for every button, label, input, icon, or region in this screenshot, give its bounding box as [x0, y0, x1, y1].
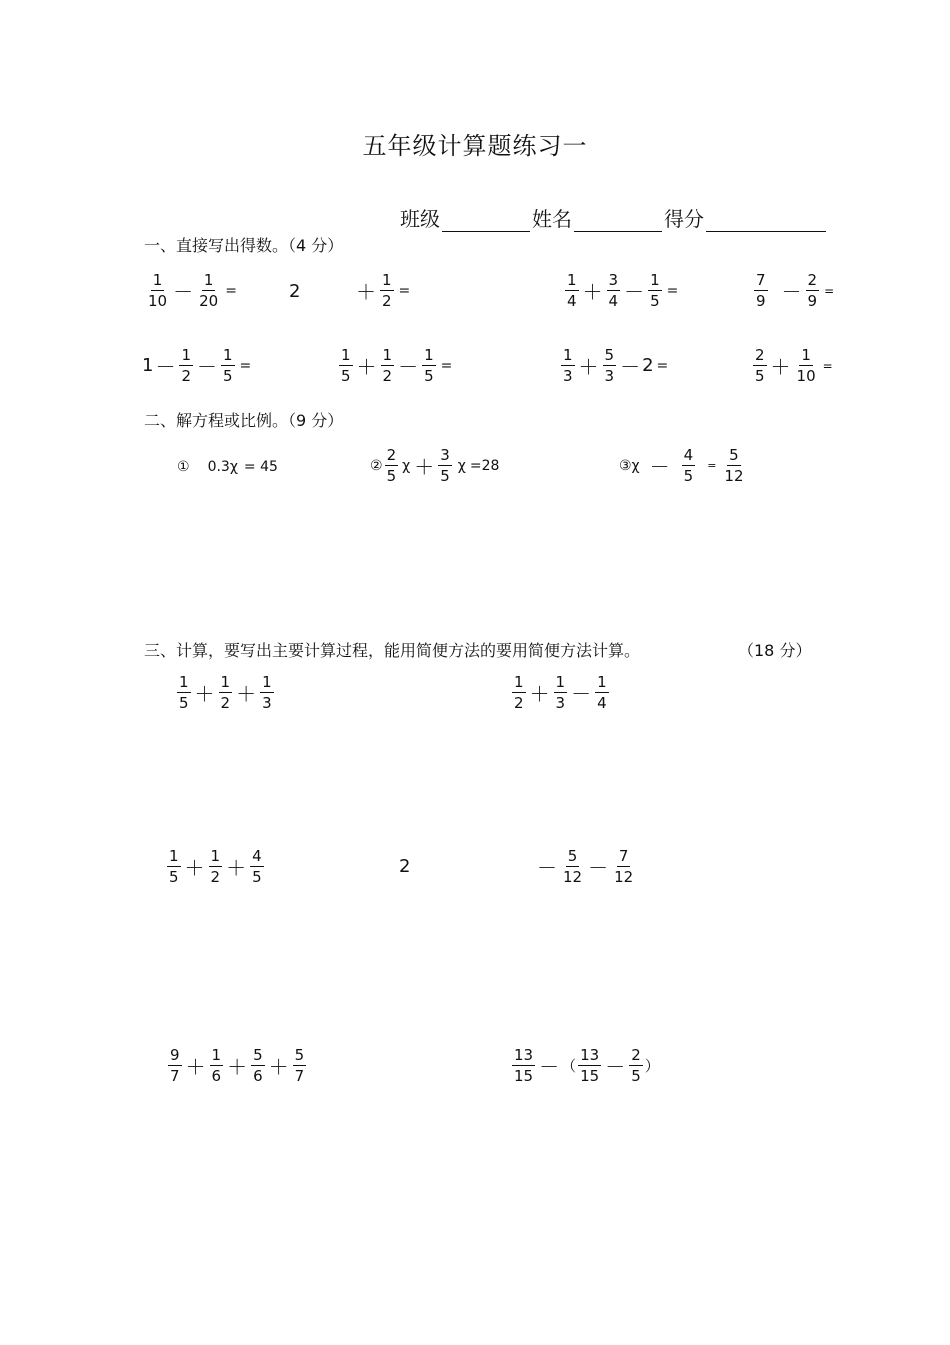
fraction: 9 7: [170, 1046, 180, 1085]
fraction: $\frac{4}{5}$: [683, 446, 694, 485]
q3-p7: 13 15 － （ 13 15 － 2 5 ）: [514, 1046, 660, 1085]
q2-eq2: ② 2 5 χ ＋ 3 5 χ =28: [370, 446, 500, 485]
q1-i: 2 5 ＋ $\frac{1}{10}$ =: [755, 346, 833, 385]
fraction: $\frac{1}{20}$: [199, 271, 219, 310]
fraction: 1 10: [148, 271, 168, 310]
fraction: 1 2: [220, 673, 231, 712]
q1-g: 1 5 ＋ 1 2 － $\frac{1}{5}$ =: [341, 346, 453, 385]
fraction: 1 2: [210, 847, 221, 886]
q1-c: ＋ $\frac{1}{2}$ =: [356, 271, 411, 310]
fraction: 1 4: [567, 271, 577, 310]
q3-p1: 1 5 ＋ 1 2 ＋ 1 3: [179, 673, 272, 712]
fraction: 2 5: [386, 446, 397, 485]
score-blank[interactable]: [706, 209, 826, 232]
q1-b-number: 2: [289, 281, 301, 302]
q1-d: 1 4 ＋ 3 4 － $\frac{1}{5}$ =: [567, 271, 679, 310]
fraction: 1 2: [181, 346, 191, 385]
fraction: 5 7: [294, 1046, 305, 1085]
fraction: 7 9: [756, 271, 766, 310]
fraction: 3 5: [440, 446, 450, 485]
fraction: 5 6: [253, 1046, 263, 1085]
class-blank[interactable]: [442, 209, 530, 232]
page-title: 五年级计算题练习一: [362, 132, 588, 160]
name-blank[interactable]: [574, 209, 662, 232]
q1-f: 1 － 1 2 － $\frac{1}{5}$ =: [142, 346, 252, 385]
q3-p6: 9 7 ＋ 1 6 ＋ 5 6 ＋ 5 7: [170, 1046, 305, 1085]
fraction: 7 12: [614, 847, 634, 886]
q3-p3: 1 5 ＋ 1 2 ＋ 4 5: [169, 847, 262, 886]
fraction: 1 4: [597, 673, 607, 712]
fraction: $\frac{1}{2}$: [382, 271, 392, 310]
q3-p2: 1 2 ＋ 1 3 － 1 4: [514, 673, 607, 712]
fraction: 2 5: [755, 346, 765, 385]
fraction: 1 2: [382, 346, 393, 385]
fraction: $\frac{1}{10}$: [796, 346, 816, 385]
fraction: 1 3: [262, 673, 272, 712]
section-3-heading: 三、计算，要写出主要计算过程，能用简便方法的要用简便方法计算。: [144, 641, 641, 660]
q3-p4-number: 2: [399, 856, 411, 877]
name-label: 姓名: [532, 207, 572, 231]
q2-eq3: ③χ － $\frac{4}{5}$ = $\frac{5}{12}$: [619, 446, 744, 485]
fraction: 1 5: [341, 346, 351, 385]
section-1-heading: 一、直接写出得数。（4 分）: [144, 236, 344, 255]
fraction: 13 15: [514, 1046, 534, 1085]
class-label: 班级: [400, 207, 440, 231]
fraction: 1 5: [169, 847, 179, 886]
fraction: $\frac{5}{12}$: [724, 446, 744, 485]
section-3-points: （18 分）: [738, 641, 812, 660]
score-label: 得分: [664, 207, 704, 231]
student-info: [400, 203, 828, 232]
q1-h: 1 3 ＋ 5 3 － 2 =: [563, 346, 669, 385]
fraction: 3 4: [608, 271, 619, 310]
fraction: 1 3: [563, 346, 573, 385]
fraction: 1 6: [211, 1046, 222, 1085]
fraction: 5 3: [604, 346, 615, 385]
section-2-heading: 二、解方程或比例。（9 分）: [144, 411, 344, 430]
fraction: 2 5: [631, 1046, 641, 1085]
fraction: 1 3: [555, 673, 566, 712]
fraction: 1 5: [179, 673, 189, 712]
fraction: 4 5: [252, 847, 262, 886]
q3-p5: － 5 12 － 7 12: [537, 847, 634, 886]
fraction: 5 12: [563, 847, 583, 886]
fraction: $\frac{1}{5}$: [650, 271, 660, 310]
fraction: $\frac{1}{5}$: [424, 346, 434, 385]
fraction: $\frac{2}{9}$: [807, 271, 818, 310]
q1-a: 1 10 － $\frac{1}{20}$ =: [148, 271, 237, 310]
q1-e: 7 9 － $\frac{2}{9}$ =: [756, 271, 835, 310]
fraction: $\frac{1}{5}$: [223, 346, 233, 385]
q2-eq1: ① 0.3χ = 45: [177, 459, 278, 475]
fraction: 1 2: [514, 673, 524, 712]
fraction: 13 15: [580, 1046, 600, 1085]
